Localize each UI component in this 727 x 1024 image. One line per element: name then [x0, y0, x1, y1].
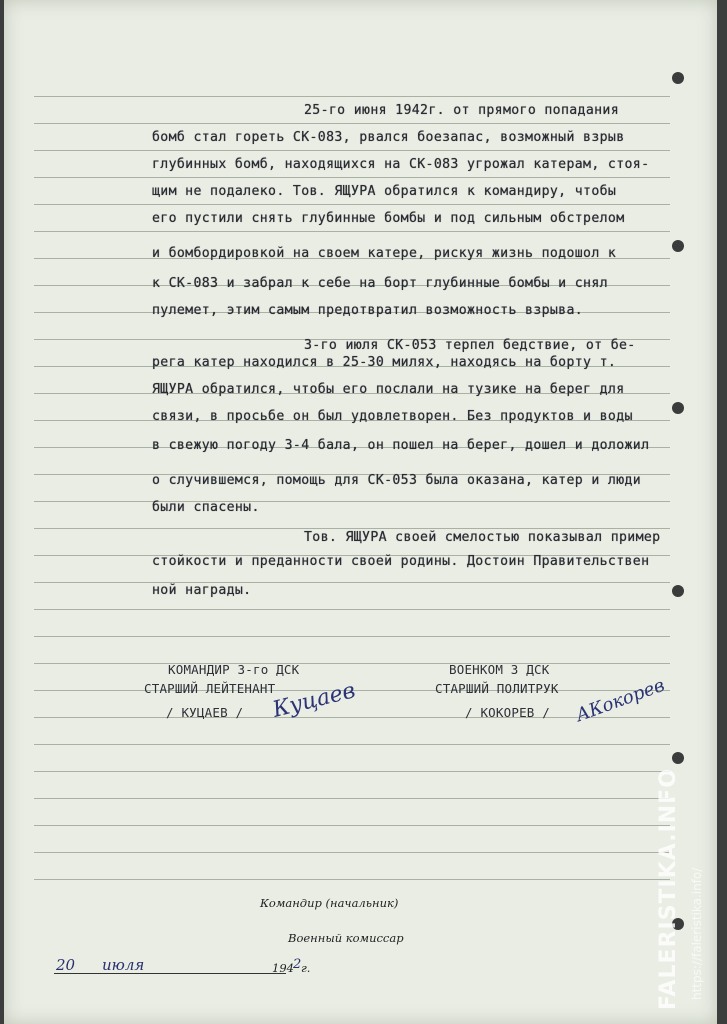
- ruled-line: [34, 123, 670, 124]
- commander-signature: Куцаев: [270, 678, 358, 723]
- date-month: июля: [102, 956, 145, 974]
- ruled-line: [34, 771, 670, 772]
- body-line-5: его пустили снять глубинные бомбы и под сильным обстрелом: [152, 211, 625, 226]
- ruled-line: [34, 852, 670, 853]
- body-line-10: рега катер находился в 25-30 милях, находясь на борту т.: [152, 355, 617, 370]
- punch-hole: [672, 402, 684, 414]
- date-year-prefix: 194: [272, 961, 294, 975]
- ruled-line: [34, 96, 670, 97]
- bleed-through-text: [34, 603, 634, 617]
- ruled-line: [34, 636, 670, 637]
- commander-title: КОМАНДИР 3-го ДСК: [168, 662, 300, 677]
- ruled-line: [34, 501, 670, 502]
- date-year-suffix: 2: [293, 957, 302, 972]
- ruled-line: [34, 150, 670, 151]
- body-line-14: о случившемся, помощь для СК-053 была оказана, катер и люди: [152, 473, 642, 488]
- body-line-6: и бомбордировкой на своем катере, рискуя жизнь подошол к: [152, 246, 617, 261]
- punch-hole: [672, 240, 684, 252]
- ruled-line: [34, 177, 670, 178]
- date-underline: [54, 973, 286, 974]
- body-line-7: к СК-083 и забрал к себе на борт глубинные бомбы и снял: [152, 276, 608, 291]
- award-document-page: [4, 0, 717, 1024]
- punch-hole: [672, 752, 684, 764]
- date-day: 20: [56, 956, 76, 974]
- commissar-label: Военный комиссар: [288, 931, 404, 945]
- ruled-line: [34, 798, 670, 799]
- commander-label: Командир (начальник): [260, 896, 399, 910]
- ruled-line: [34, 744, 670, 745]
- commissar-signature: АКокорев: [573, 674, 668, 727]
- body-line-2: бомб стал гореть СК-083, рвался боезапас, возможный взрыв: [152, 130, 625, 145]
- commissar-title: ВОЕНКОМ 3 ДСК: [449, 662, 550, 677]
- date-year-unit: г.: [301, 961, 311, 975]
- ruled-line: [34, 717, 670, 718]
- ruled-line: [34, 825, 670, 826]
- body-line-18: ной награды.: [152, 583, 252, 598]
- commander-rank: СТАРШИЙ ЛЕЙТЕНАНТ: [144, 681, 276, 696]
- ruled-line: [34, 231, 670, 232]
- punch-hole: [672, 72, 684, 84]
- body-line-13: в свежую погоду 3-4 бала, он пошел на берег, дошел и доложил: [152, 438, 650, 453]
- punch-hole: [672, 585, 684, 597]
- body-line-4: щим не подалеко. Тов. ЯЩУРА обратился к командиру, чтобы: [152, 184, 617, 199]
- body-line-17: стойкости и преданности своей родины. Достоин Правительствен: [152, 554, 650, 569]
- site-watermark: FALERISTIKA.INFO: [656, 768, 681, 1010]
- ruled-line: [34, 528, 670, 529]
- commander-name: / КУЦАЕВ /: [166, 705, 244, 720]
- body-line-11: ЯЩУРА обратился, чтобы его послали на тузике на берег для: [152, 382, 625, 397]
- body-line-12: связи, в просьбе он был удовлетворен. Без продуктов и воды: [152, 409, 633, 424]
- commissar-rank: СТАРШИЙ ПОЛИТРУК: [435, 681, 559, 696]
- body-line-1: 25-го июня 1942г. от прямого попадания: [304, 103, 620, 118]
- ruled-line: [34, 582, 670, 583]
- body-line-3: глубинных бомб, находящихся на СК-083 угрожал катерам, стоя-: [152, 157, 650, 172]
- ruled-line: [34, 204, 670, 205]
- body-line-8: пулемет, этим самым предотвратил возможность взрыва.: [152, 303, 584, 318]
- commissar-name: / КОКОРЕВ /: [465, 705, 550, 720]
- body-line-9: 3-го июля СК-053 терпел бедствие, от бе-: [304, 338, 636, 353]
- ruled-line: [34, 663, 670, 664]
- body-line-15: были спасены.: [152, 500, 260, 515]
- site-watermark-url: https://faleristika.info/: [690, 867, 704, 1000]
- ruled-line: [34, 879, 670, 880]
- body-line-16: Тов. ЯЩУРА своей смелостью показывал пример: [304, 530, 661, 545]
